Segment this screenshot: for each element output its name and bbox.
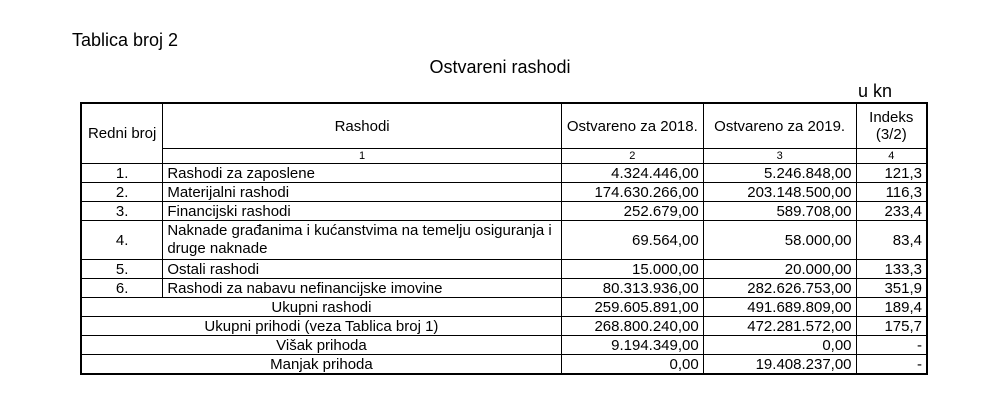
value-2018: 268.800.240,00 (561, 317, 703, 336)
header-2019: Ostvareno za 2019. (703, 103, 856, 149)
row-name: Rashodi za zaposlene (163, 164, 562, 183)
total-name: Ukupni rashodi (81, 298, 561, 317)
table-row (81, 183, 927, 202)
row-name: Ostali rashodi (163, 260, 562, 279)
value-2018: 9.194.349,00 (561, 336, 703, 355)
column-number: 4 (856, 149, 927, 164)
value-2019: 589.708,00 (703, 202, 856, 221)
value-2018: 4.324.446,00 (561, 164, 703, 183)
value-2018: 80.313.936,00 (561, 279, 703, 298)
header-indeks: Indeks (3/2) (856, 103, 927, 149)
row-name: Materijalni rashodi (163, 183, 562, 202)
value-2019: 491.689.809,00 (703, 298, 856, 317)
total-row (81, 298, 927, 317)
index-value: 351,9 (856, 279, 927, 298)
row-number: 6. (81, 279, 163, 298)
column-number: 1 (163, 149, 562, 164)
row-number: 2. (81, 183, 163, 202)
index-value: 133,3 (856, 260, 927, 279)
index-value: - (856, 336, 927, 355)
row-number: 1. (81, 164, 163, 183)
row-number: 3. (81, 202, 163, 221)
index-value: 233,4 (856, 202, 927, 221)
value-2018: 69.564,00 (561, 221, 703, 260)
total-name: Višak prihoda (81, 336, 561, 355)
header-rashodi: Rashodi (163, 103, 562, 149)
table-caption: Tablica broj 2 (72, 30, 179, 50)
total-row (81, 317, 927, 336)
value-2019: 5.246.848,00 (703, 164, 856, 183)
index-value: 175,7 (856, 317, 927, 336)
header-row (81, 103, 927, 149)
expenditure-table (80, 102, 928, 375)
value-2018: 174.630.266,00 (561, 183, 703, 202)
header-2018: Ostvareno za 2018. (561, 103, 703, 149)
unit-label: u kn (858, 81, 893, 101)
table-row (81, 202, 927, 221)
table-row (81, 221, 927, 260)
index-value: 189,4 (856, 298, 927, 317)
table-row (81, 260, 927, 279)
value-2019: 203.148.500,00 (703, 183, 856, 202)
value-2018: 252.679,00 (561, 202, 703, 221)
index-value: 83,4 (856, 221, 927, 260)
column-number: 3 (703, 149, 856, 164)
index-value: 121,3 (856, 164, 927, 183)
value-2019: 19.408.237,00 (703, 355, 856, 375)
column-number-row (81, 149, 927, 164)
total-row (81, 355, 927, 375)
row-number: 4. (81, 221, 163, 260)
value-2018: 259.605.891,00 (561, 298, 703, 317)
value-2019: 472.281.572,00 (703, 317, 856, 336)
total-row (81, 336, 927, 355)
row-name: Financijski rashodi (163, 202, 562, 221)
index-value: 116,3 (856, 183, 927, 202)
column-number: 2 (561, 149, 703, 164)
total-name: Manjak prihoda (81, 355, 561, 375)
value-2019: 282.626.753,00 (703, 279, 856, 298)
row-name: Naknade građanima i kućanstvima na temelju osiguranja i druge naknade (163, 221, 562, 260)
value-2018: 0,00 (561, 355, 703, 375)
table-row (81, 164, 927, 183)
value-2019: 20.000,00 (703, 260, 856, 279)
total-name: Ukupni prihodi (veza Tablica broj 1) (81, 317, 561, 336)
table-row (81, 279, 927, 298)
table-title: Ostvareni rashodi (429, 57, 571, 77)
row-number: 5. (81, 260, 163, 279)
header-redni-broj: Redni broj (81, 103, 163, 164)
row-name: Rashodi za nabavu nefinancijske imovine (163, 279, 562, 298)
index-value: - (856, 355, 927, 375)
value-2018: 15.000,00 (561, 260, 703, 279)
value-2019: 0,00 (703, 336, 856, 355)
value-2019: 58.000,00 (703, 221, 856, 260)
